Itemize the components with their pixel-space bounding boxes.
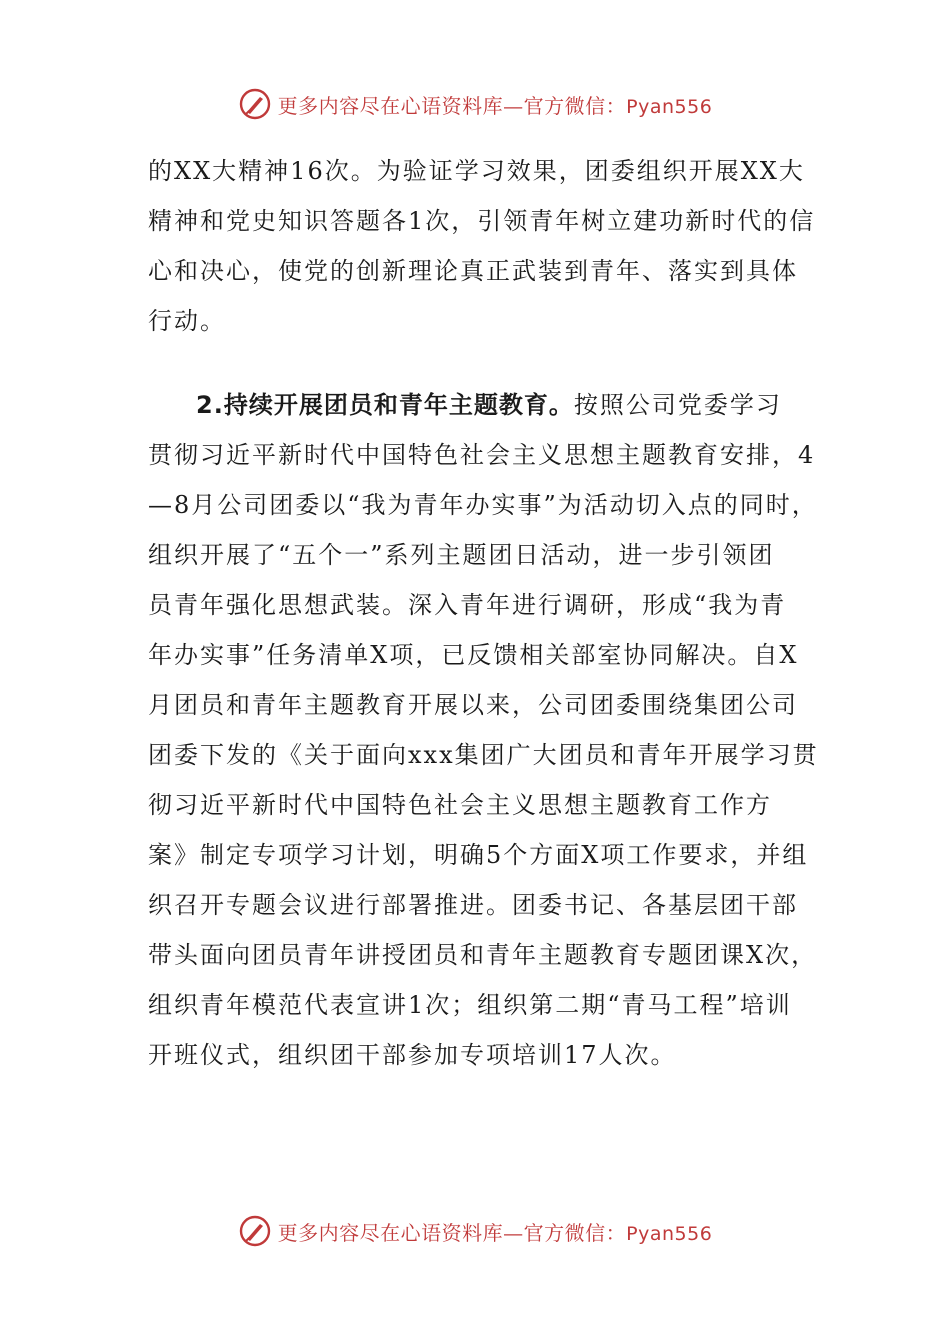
section-heading: 2.持续开展团员和青年主题教育。 [196,391,574,419]
text-line: 行动。 [148,307,226,335]
document-body [148,148,818,1082]
paragraph-1 [148,148,818,348]
text-line-first [148,382,818,432]
text-line: 案》制定专项学习计划，明确5个方面X项工作要求，并组 [148,841,809,869]
watermark-content [238,1214,713,1248]
text-run: 按照公司党委学习 [573,391,782,419]
text-line: 组织青年模范代表宣讲1次；组织第二期“青马工程”培训 [148,991,792,1019]
watermark-text: 更多内容尽在心语资料库—官方微信：Pyan556 [277,1220,713,1245]
paragraph-gap [148,348,818,382]
text-line: 的XX大精神16次。为验证学习效果，团委组织开展XX大 [148,157,805,185]
text-line: 织召开专题会议进行部署推进。团委书记、各基层团干部 [148,891,798,919]
text-line: 精神和党史知识答题各1次，引领青年树立建功新时代的信 [148,207,816,235]
text-line: 贯彻习近平新时代中国特色社会主义思想主题教育安排，4 [148,441,816,469]
watermark-content [238,87,713,121]
quill-pen-logo-icon [238,1214,272,1248]
header-watermark [0,82,950,126]
text-line: 组织开展了“五个一”系列主题团日活动，进一步引领团 [148,541,775,569]
paragraph-2 [148,382,818,1082]
text-line: —8月公司团委以“我为青年办实事”为活动切入点的同时， [148,491,818,519]
text-line: 心和决心，使党的创新理论真正武装到青年、落实到具体 [148,257,798,285]
footer-watermark [0,1209,950,1253]
text-line: 员青年强化思想武装。深入青年进行调研，形成“我为青 [148,591,787,619]
text-line: 年办实事”任务清单X项，已反馈相关部室协同解决。自X [148,641,799,669]
text-line: 团委下发的《关于面向xxx集团广大团员和青年开展学习贯 [148,741,819,769]
quill-pen-logo-icon [238,87,272,121]
text-line: 带头面向团员青年讲授团员和青年主题教育专题团课X次， [148,941,818,969]
text-line: 月团员和青年主题教育开展以来，公司团委围绕集团公司 [148,691,798,719]
text-line: 彻习近平新时代中国特色社会主义思想主题教育工作方 [148,791,772,819]
text-line: 开班仪式，组织团干部参加专项培训17人次。 [148,1041,677,1069]
watermark-text: 更多内容尽在心语资料库—官方微信：Pyan556 [277,93,713,118]
